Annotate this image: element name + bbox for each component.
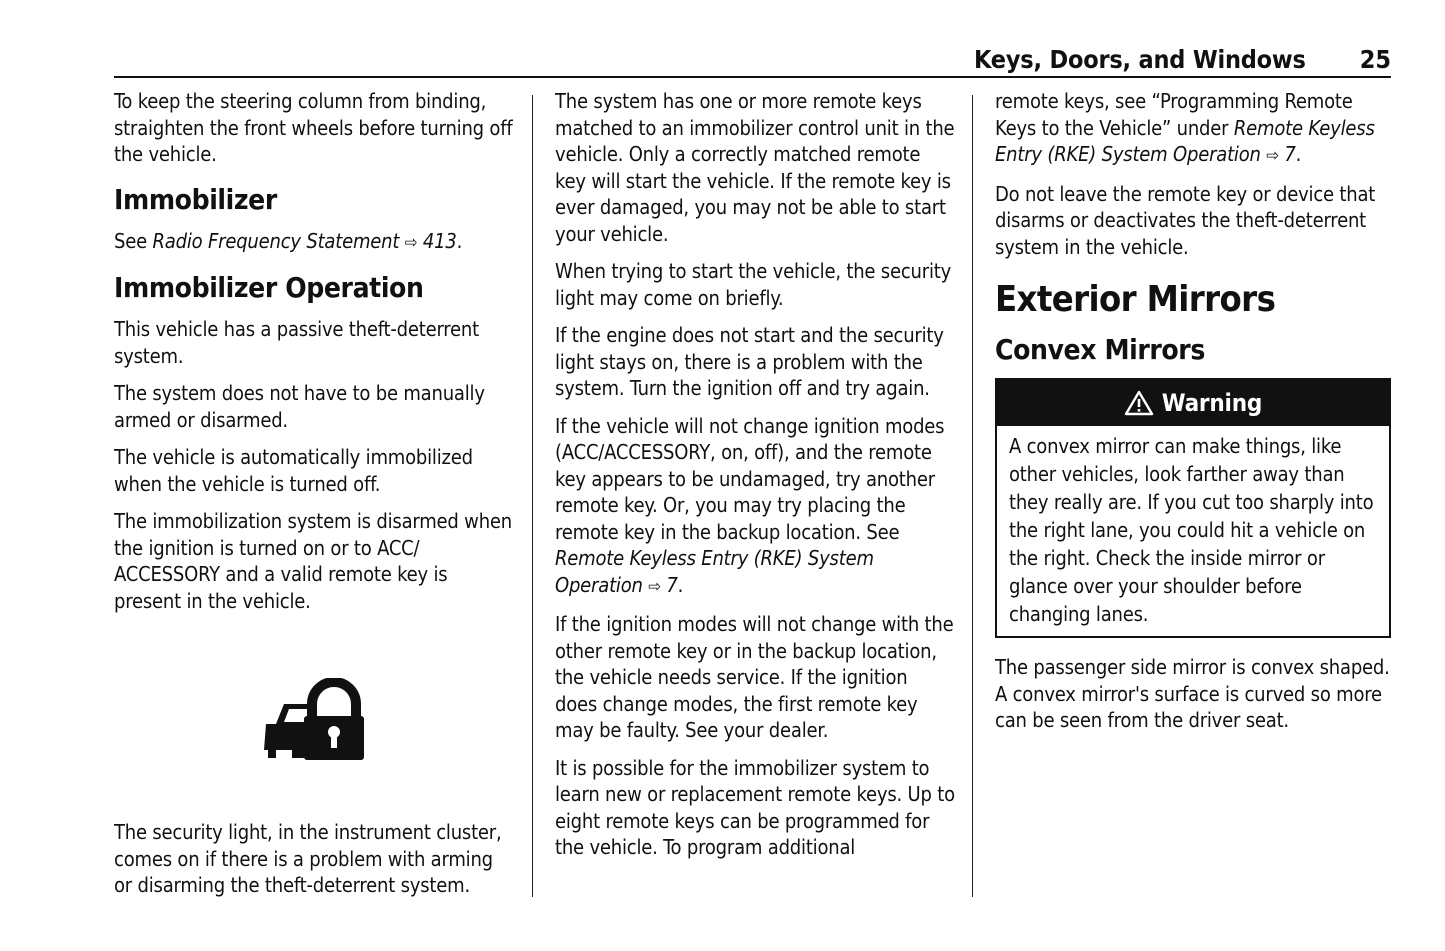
- paragraph: The vehicle is automatically immobilized when the vehicle is turned off.: [114, 445, 473, 496]
- paragraph: The system does not have to be manually armed or disarmed.: [114, 381, 485, 432]
- warning-triangle-icon: [1124, 390, 1154, 416]
- heading-immobilizer: Immobilizer: [114, 182, 277, 216]
- warning-box: [995, 378, 1391, 638]
- paragraph-see-reference: See Radio Frequency Statement ⇨ 413.: [114, 228, 463, 253]
- column-right: [995, 88, 1395, 745]
- page-number: 25: [1359, 45, 1391, 74]
- column-left: [114, 88, 514, 910]
- paragraph: It is possible for the immobilizer system to learn new or replacement remote keys. Up to eight remote keys can be programmed for the vehicle. To program additional: [555, 755, 955, 859]
- column-divider: [972, 95, 973, 897]
- reference-link[interactable]: Radio Frequency Statement: [152, 228, 400, 253]
- paragraph: If the engine does not start and the security light stays on, there is a problem with the system. Turn the ignition off and try again.: [555, 323, 944, 400]
- page-header: [114, 40, 1391, 78]
- reference-page[interactable]: 413: [422, 228, 457, 253]
- paragraph: The security light, in the instrument cluster, comes on if there is a problem with arming or disarming the theft-deterrent system.: [114, 820, 502, 897]
- reference-page[interactable]: 7: [1284, 142, 1296, 166]
- paragraph-with-reference: If the vehicle will not change ignition modes (ACC/ACCESSORY, on, off), and the remote key appears to be undamaged, try another remote key. Or, you may try placing the remote key in the backup location. See Remote Keyless Entry (RKE) System Operation ⇨ 7.: [555, 413, 945, 597]
- paragraph: If the ignition modes will not change with the other remote key or in the backup location, the vehicle needs service. If the ignition does change modes, the first remote key may be faulty. See your dealer.: [555, 612, 954, 742]
- paragraph: When trying to start the vehicle, the security light may come on briefly.: [555, 259, 952, 310]
- warning-text: A convex mirror can make things, like other vehicles, look farther away than they really are. If you cut too sharply into the right lane, you could hit a vehicle on the right. Check the inside mirror or glance over your shoulder before changing lanes.: [1009, 434, 1374, 626]
- paragraph: To keep the steering column from binding, straighten the front wheels before turning off the vehicle.: [114, 89, 513, 166]
- paragraph: Do not leave the remote key or device that disarms or deactivates the theft-deterrent system in the vehicle.: [995, 181, 1376, 259]
- column-middle: [555, 88, 955, 872]
- see-prefix: See: [114, 228, 153, 253]
- paragraph: The system has one or more remote keys matched to an immobilizer control unit in the vehicle. Only a correctly matched remote key will start the vehicle. If the remote key is ever damaged, you may not be able to start your vehicle.: [555, 89, 955, 246]
- page-ref-arrow-icon: ⇨: [648, 576, 661, 597]
- heading-immobilizer-operation: Immobilizer Operation: [114, 271, 424, 304]
- heading-convex-mirrors: Convex Mirrors: [995, 333, 1205, 366]
- page-ref-arrow-icon: ⇨: [404, 232, 418, 253]
- paragraph: The passenger side mirror is convex shaped. A convex mirror's surface is curved so more can be seen from the driver seat.: [995, 655, 1390, 732]
- paragraph: The immobilization system is disarmed when the ignition is turned on or to ACC/ ACCESSORY and a valid remote key is present in the vehicle.: [114, 509, 512, 613]
- paragraph: This vehicle has a passive theft-deterrent system.: [114, 317, 479, 368]
- page-ref-arrow-icon: ⇨: [1266, 146, 1279, 166]
- warning-title: Warning: [1161, 388, 1263, 417]
- column-divider: [532, 95, 533, 897]
- reference-link[interactable]: Remote Keyless Entry (RKE) System Operation: [995, 115, 1375, 166]
- paragraph-with-reference: remote keys, see “Programming Remote Keys to the Vehicle” under Remote Keyless Entry (RKE) System Operation ⇨ 7.: [995, 89, 1375, 166]
- security-light-figure: [114, 625, 514, 815]
- heading-exterior-mirrors: Exterior Mirrors: [995, 279, 1276, 320]
- reference-link[interactable]: Remote Keyless Entry (RKE) System Operation: [555, 546, 874, 597]
- warning-header: [997, 380, 1389, 426]
- section-title: Keys, Doors, and Windows: [974, 45, 1306, 74]
- reference-page[interactable]: 7: [666, 572, 678, 597]
- car-padlock-security-icon: [262, 678, 366, 762]
